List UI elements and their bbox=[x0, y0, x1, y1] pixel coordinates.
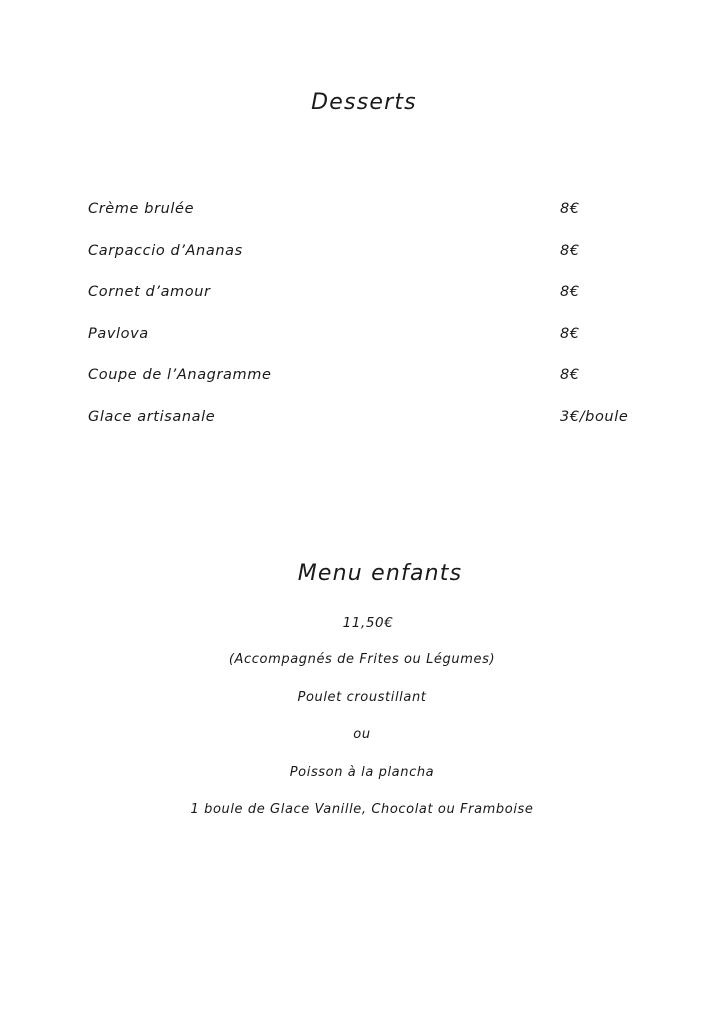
dessert-name: Coupe de l’Anagramme bbox=[88, 367, 272, 384]
kids-menu-separator: ou bbox=[353, 727, 371, 743]
dessert-list bbox=[88, 201, 648, 451]
dessert-price: 3€/boule bbox=[560, 408, 629, 425]
dessert-name: Glace artisanale bbox=[88, 408, 216, 425]
dessert-price: 8€ bbox=[560, 284, 580, 301]
dessert-item bbox=[88, 284, 648, 326]
kids-menu-details bbox=[0, 614, 724, 838]
dessert-name: Crème brulée bbox=[88, 201, 195, 217]
kids-menu-dessert: 1 boule de Glace Vanille, Chocolat ou Framboise bbox=[190, 801, 534, 817]
kids-menu-option-1: Poulet croustillant bbox=[297, 689, 427, 705]
desserts-title: Desserts bbox=[311, 90, 417, 115]
dessert-item bbox=[88, 326, 648, 368]
dessert-item bbox=[88, 201, 648, 243]
dessert-name: Pavlova bbox=[88, 325, 149, 342]
kids-menu-side-note: (Accompagnés de Frites ou Légumes) bbox=[228, 652, 496, 668]
dessert-name: Carpaccio d’Ananas bbox=[88, 242, 243, 259]
dessert-price: 8€ bbox=[560, 367, 580, 384]
dessert-item bbox=[88, 367, 648, 409]
dessert-price: 8€ bbox=[560, 201, 580, 217]
dessert-price: 8€ bbox=[560, 325, 580, 342]
dessert-name: Cornet d’amour bbox=[88, 284, 211, 301]
kids-menu-price: 11,50€ bbox=[342, 615, 394, 631]
dessert-item bbox=[88, 409, 648, 451]
dessert-price: 8€ bbox=[560, 242, 580, 259]
dessert-item bbox=[88, 243, 648, 285]
kids-menu-title: Menu enfants bbox=[297, 561, 463, 586]
kids-menu-option-2: Poisson à la plancha bbox=[289, 764, 435, 780]
